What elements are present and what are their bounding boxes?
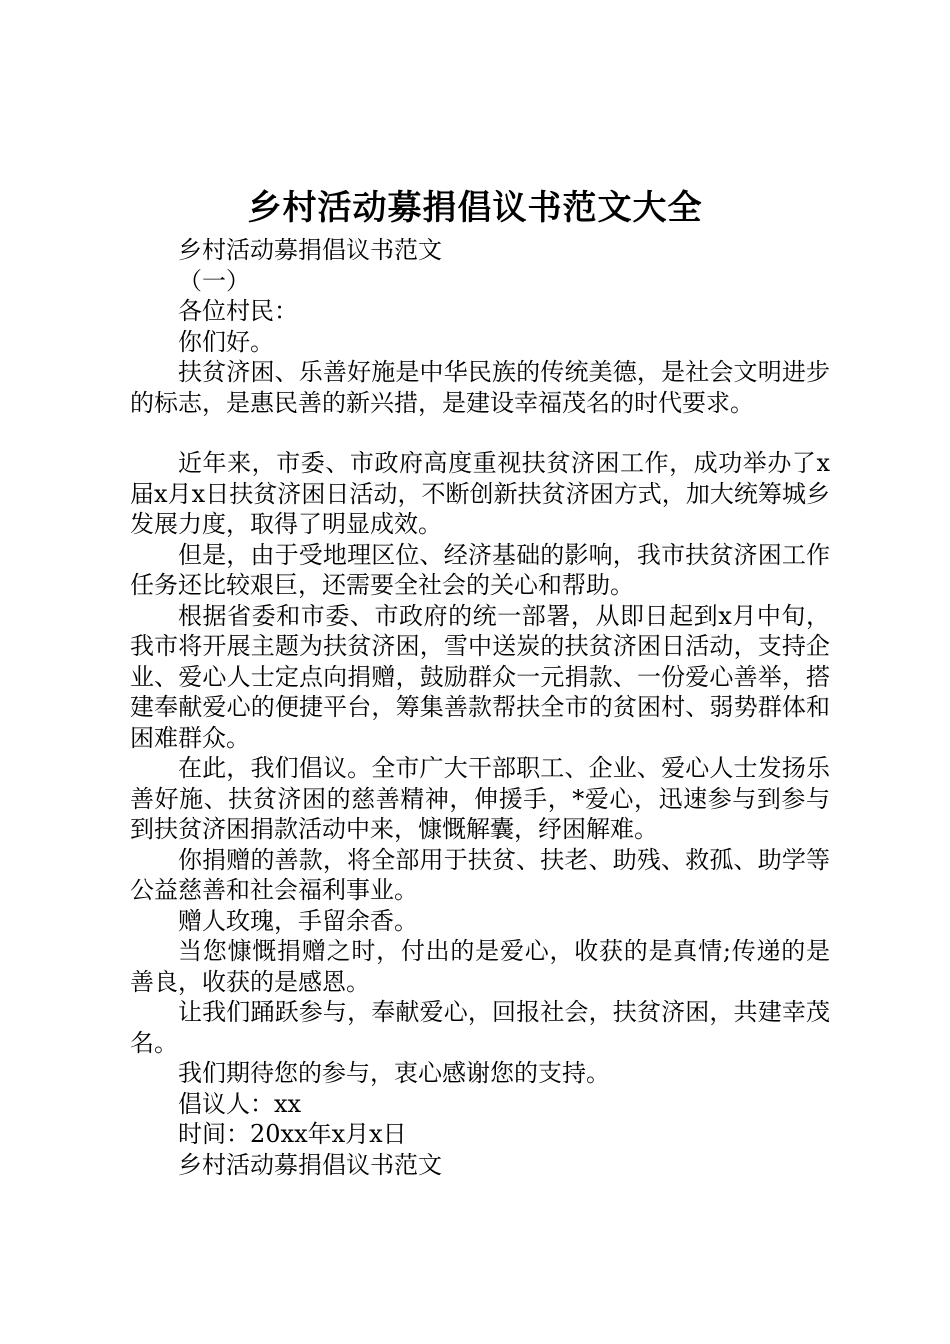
paragraph: 各位村民：	[178, 297, 298, 325]
paragraph: （一）	[178, 266, 250, 295]
paragraph: 在此，我们倡议。全市广大干部职工、企业、爱心人士发扬乐善好施、扶贫济困的慈善精神，伸援手，*爱心，迅速参与到参与到扶贫济困捐款活动中来，慷慨解囊，纾困解难。	[130, 754, 830, 843]
paragraph: 但是，由于受地理区位、经济基础的影响，我市扶贫济困工作任务还比较艰巨，还需要全社会的关心和帮助。	[130, 540, 830, 599]
paragraph: 让我们踊跃参与，奉献爱心，回报社会，扶贫济困，共建幸茂名。	[130, 998, 830, 1057]
date-line: 时间：20xx年x月x日	[178, 1120, 407, 1148]
document-body	[130, 235, 830, 1180]
paragraph: 你捐赠的善款，将全部用于扶贫、扶老、助残、救孤、助学等公益慈善和社会福利事业。	[130, 845, 830, 904]
paragraph: 扶贫济困、乐善好施是中华民族的传统美德，是社会文明进步的标志，是惠民善的新兴措，是建设幸福茂名的时代要求。	[130, 358, 830, 417]
proposer-line: 倡议人：xx	[178, 1089, 302, 1118]
paragraph: 赠人玫瑰，手留余香。	[178, 906, 418, 935]
paragraph: 乡村活动募捐倡议书范文	[178, 1150, 442, 1179]
paragraph: 我们期待您的参与，衷心感谢您的支持。	[178, 1059, 610, 1087]
document-title: 乡村活动募捐倡议书范文大全	[247, 188, 703, 228]
paragraph: 乡村活动募捐倡议书范文	[178, 236, 442, 264]
paragraph: 根据省委和市委、市政府的统一部署，从即日起到x月中旬，我市将开展主题为扶贫济困，雪中送炭的扶贫济困日活动，支持企业、爱心人士定点向捐赠，鼓励群众一元捐款、一份爱心善举，搭建奉献爱心的便捷平台，筹集善款帮扶全市的贫困村、弱势群体和困难群众。	[130, 601, 830, 752]
paragraph: 当您慷慨捐赠之时，付出的是爱心，收获的是真情;传递的是善良，收获的是感恩。	[130, 937, 830, 996]
paragraph: 近年来，市委、市政府高度重视扶贫济困工作，成功举办了x届x月x日扶贫济困日活动，不断创新扶贫济困方式，加大统筹城乡发展力度，取得了明显成效。	[130, 449, 830, 538]
paragraph: 你们好。	[178, 327, 274, 356]
